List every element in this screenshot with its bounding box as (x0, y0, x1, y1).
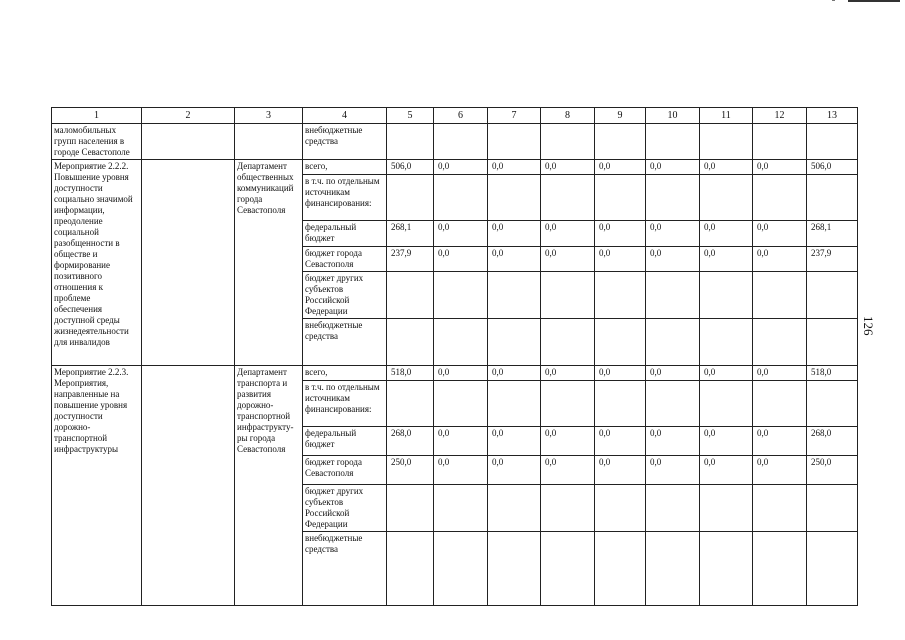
value-cell: 0,0 (753, 160, 807, 175)
value-cell (541, 485, 595, 532)
measure-name: Мероприятие 2.2.2. Повышение уровня доступности социально значимой информации, преодоление социальной разобщенности в обществе и формирование позитивного отношения к проблеме обеспечения доступной среды жизнедеятельности для инвалидов (52, 160, 142, 366)
value-cell (753, 381, 807, 427)
header-cell: 3 (235, 108, 303, 124)
value-cell (753, 485, 807, 532)
measure-name: Мероприятие 2.2.3. Мероприятия, направленные на повышение уровня доступности дорожно-транспортной инфраструктуры (52, 366, 142, 606)
value-cell (753, 319, 807, 366)
header-cell: 5 (387, 108, 434, 124)
funding-source: внебюджетные средства (303, 532, 387, 606)
value-cell (753, 272, 807, 319)
value-cell: 506,0 (807, 160, 858, 175)
value-cell: 0,0 (753, 456, 807, 485)
value-cell (387, 485, 434, 532)
value-cell (434, 532, 488, 606)
value-cell: 0,0 (753, 247, 807, 272)
page-number: 126 (861, 316, 876, 336)
value-cell (541, 319, 595, 366)
table-cell (753, 124, 807, 160)
value-cell: 268,0 (807, 427, 858, 456)
value-cell: 518,0 (807, 366, 858, 381)
table-cell (807, 124, 858, 160)
value-cell (807, 381, 858, 427)
value-cell: 0,0 (434, 247, 488, 272)
value-cell: 0,0 (646, 427, 700, 456)
funding-source: всего, (303, 160, 387, 175)
value-cell (488, 272, 541, 319)
value-cell (595, 381, 646, 427)
value-cell (488, 319, 541, 366)
value-cell: 0,0 (595, 160, 646, 175)
value-cell (646, 272, 700, 319)
header-cell: 2 (142, 108, 235, 124)
table-cell (595, 124, 646, 160)
funding-source: в т.ч. по отдельным источникам финансирования: (303, 381, 387, 427)
value-cell: 0,0 (700, 427, 753, 456)
table-cell (488, 124, 541, 160)
value-cell: 0,0 (753, 427, 807, 456)
funding-source: в т.ч. по отдельным источникам финансирования: (303, 175, 387, 221)
table-cell (235, 124, 303, 160)
header-cell: 10 (646, 108, 700, 124)
value-cell (700, 319, 753, 366)
continuation-row (52, 124, 858, 160)
value-cell: 0,0 (595, 456, 646, 485)
value-cell: 0,0 (541, 427, 595, 456)
measure-executor: Департамент транспорта и развития дорожно-транспортной инфраструкту-ры города Севастополя (235, 366, 303, 606)
value-cell (646, 175, 700, 221)
header-cell: 12 (753, 108, 807, 124)
header-cell: 8 (541, 108, 595, 124)
measure-executor: Департамент общественных коммуникаций города Севастополя (235, 160, 303, 366)
value-cell (595, 319, 646, 366)
value-cell (700, 532, 753, 606)
value-cell (434, 175, 488, 221)
value-cell: 0,0 (541, 221, 595, 247)
value-cell: 0,0 (541, 456, 595, 485)
header-cell: 6 (434, 108, 488, 124)
table-cell (142, 160, 235, 366)
value-cell: 268,1 (807, 221, 858, 247)
value-cell (753, 175, 807, 221)
funding-source: федеральный бюджет (303, 427, 387, 456)
value-cell (434, 485, 488, 532)
header-cell: 11 (700, 108, 753, 124)
header-cell: 4 (303, 108, 387, 124)
value-cell (488, 381, 541, 427)
value-cell (387, 532, 434, 606)
table-row (52, 160, 858, 175)
value-cell (387, 319, 434, 366)
value-cell (807, 485, 858, 532)
value-cell (434, 381, 488, 427)
value-cell (646, 485, 700, 532)
value-cell: 268,1 (387, 221, 434, 247)
value-cell: 0,0 (488, 456, 541, 485)
table-cell (700, 124, 753, 160)
funding-source: бюджет города Севастополя (303, 456, 387, 485)
value-cell: 0,0 (434, 221, 488, 247)
value-cell (646, 532, 700, 606)
value-cell (646, 381, 700, 427)
value-cell: 237,9 (807, 247, 858, 272)
value-cell: 0,0 (646, 160, 700, 175)
value-cell: 0,0 (646, 247, 700, 272)
value-cell (646, 319, 700, 366)
value-cell: 0,0 (541, 366, 595, 381)
value-cell (807, 175, 858, 221)
header-cell: 7 (488, 108, 541, 124)
table-row (52, 366, 858, 381)
value-cell (700, 272, 753, 319)
value-cell: 0,0 (434, 456, 488, 485)
funding-source: бюджет города Севастополя (303, 247, 387, 272)
value-cell: 250,0 (807, 456, 858, 485)
table-cell (142, 124, 235, 160)
value-cell (700, 485, 753, 532)
value-cell: 268,0 (387, 427, 434, 456)
funding-source: внебюджетные средства (303, 319, 387, 366)
header-cell: 1 (52, 108, 142, 124)
value-cell: 0,0 (646, 221, 700, 247)
value-cell: 0,0 (541, 160, 595, 175)
value-cell: 506,0 (387, 160, 434, 175)
value-cell (488, 175, 541, 221)
value-cell (700, 381, 753, 427)
value-cell: 0,0 (753, 221, 807, 247)
funding-source: бюджет других субъектов Российской Федерации (303, 272, 387, 319)
financing-table (51, 107, 858, 606)
value-cell: 0,0 (488, 247, 541, 272)
continuation-name: маломобильных групп населения в городе Севастополе (52, 124, 142, 160)
value-cell (387, 272, 434, 319)
value-cell (434, 272, 488, 319)
value-cell: 0,0 (700, 366, 753, 381)
header-cell: 9 (595, 108, 646, 124)
value-cell: 0,0 (434, 366, 488, 381)
value-cell: 0,0 (700, 160, 753, 175)
value-cell: 0,0 (700, 456, 753, 485)
value-cell: 0,0 (434, 427, 488, 456)
value-cell: 0,0 (595, 221, 646, 247)
value-cell (595, 485, 646, 532)
value-cell: 0,0 (488, 221, 541, 247)
value-cell: 0,0 (753, 366, 807, 381)
table-cell (387, 124, 434, 160)
value-cell (595, 272, 646, 319)
top-tick (832, 0, 835, 1)
value-cell: 0,0 (541, 247, 595, 272)
header-cell: 13 (807, 108, 858, 124)
value-cell: 0,0 (700, 221, 753, 247)
value-cell: 0,0 (488, 160, 541, 175)
value-cell: 0,0 (434, 160, 488, 175)
value-cell (753, 532, 807, 606)
funding-source: всего, (303, 366, 387, 381)
value-cell: 518,0 (387, 366, 434, 381)
top-rule (848, 0, 900, 2)
funding-source: бюджет других субъектов Российской Федерации (303, 485, 387, 532)
value-cell (541, 532, 595, 606)
value-cell (700, 175, 753, 221)
value-cell: 0,0 (595, 427, 646, 456)
value-cell: 0,0 (646, 366, 700, 381)
value-cell: 0,0 (700, 247, 753, 272)
value-cell (807, 532, 858, 606)
table-cell (434, 124, 488, 160)
value-cell (387, 175, 434, 221)
value-cell: 0,0 (646, 456, 700, 485)
value-cell (488, 532, 541, 606)
table-cell (142, 366, 235, 606)
value-cell (387, 381, 434, 427)
value-cell: 250,0 (387, 456, 434, 485)
table-cell (646, 124, 700, 160)
header-row (52, 108, 858, 124)
value-cell (595, 532, 646, 606)
value-cell (595, 175, 646, 221)
continuation-source: внебюджетные средства (303, 124, 387, 160)
value-cell (807, 319, 858, 366)
value-cell (541, 175, 595, 221)
funding-source: федеральный бюджет (303, 221, 387, 247)
value-cell (488, 485, 541, 532)
value-cell: 0,0 (595, 247, 646, 272)
value-cell: 237,9 (387, 247, 434, 272)
table-cell (541, 124, 595, 160)
value-cell (541, 381, 595, 427)
value-cell (434, 319, 488, 366)
value-cell (541, 272, 595, 319)
value-cell (807, 272, 858, 319)
value-cell: 0,0 (488, 366, 541, 381)
value-cell: 0,0 (488, 427, 541, 456)
value-cell: 0,0 (595, 366, 646, 381)
